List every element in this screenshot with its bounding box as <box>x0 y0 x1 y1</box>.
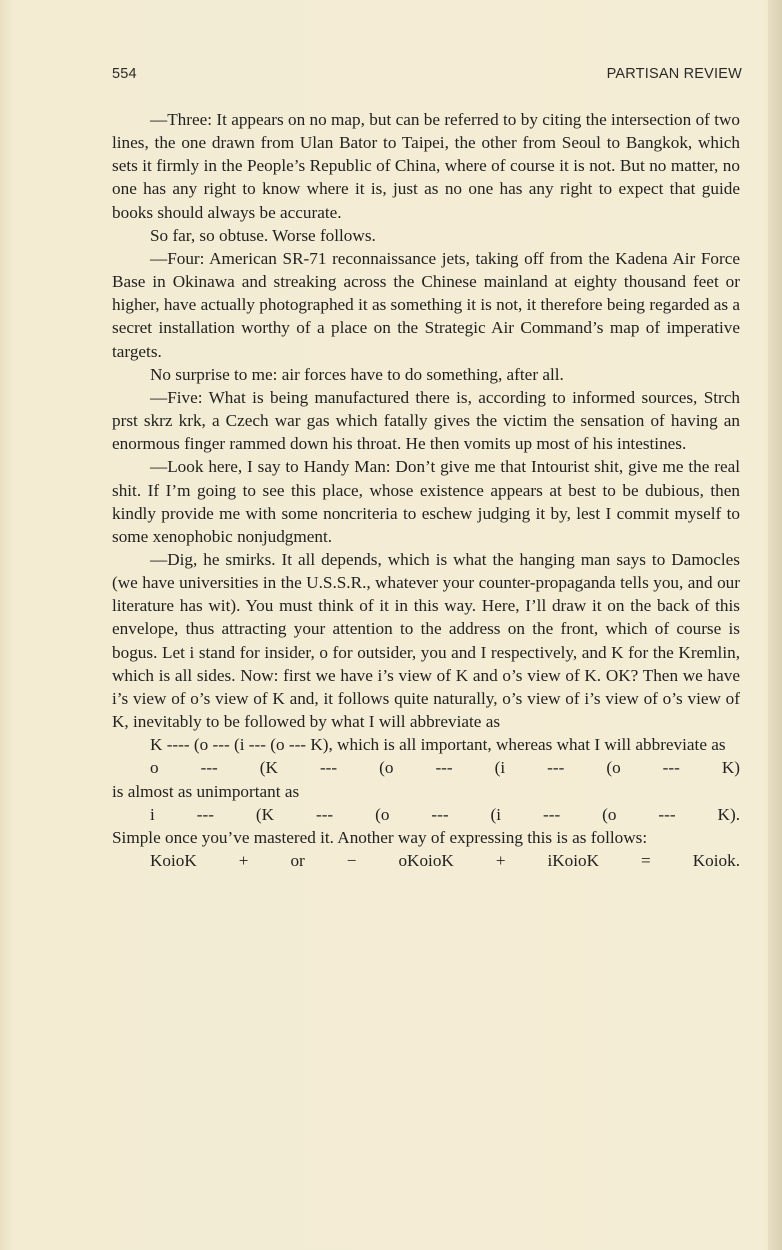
formula-koiok: KoioK + or − oKoioK + iKoioK = Koiok. <box>150 851 740 870</box>
formula-i: i --- (K --- (o --- (i --- (o --- K). <box>150 804 740 824</box>
paragraph-look-here: —Look here, I say to Handy Man: Don’t give me that Intourist shit, give me the real shit. If I’m going to see this place, whose existence appears at best to be dubious, then kindly provide me with some noncriteria to eschew judging it by, lest I commit myself to some xenophobic nonjudgment. <box>112 457 740 546</box>
formula-k: K ---- (o --- (i --- (o --- K), which is all important, whereas what I will abbreviate as <box>150 735 726 755</box>
paragraph-simple: Simple once you’ve mastered it. Another way of expressing this is as follows: <box>112 827 648 847</box>
paragraph-almost: is almost as unimportant as <box>112 781 300 801</box>
body-text <box>112 108 740 872</box>
paragraph-dig: —Dig, he smirks. It all depends, which is what the hanging man says to Damocles (we have universities in the U.S.S.R., whatever your counter-propaganda tells you, and our literature has wit). You must think of it in this way. Here, I’ll draw it on the back of this envelope, thus attracting your attention to the address on the front, which of course is bogus. Let i stand for insider, o for outsider, you and I respectively, and K for the Kremlin, which is all sides. Now: first we have i’s view of K and o’s view of K. OK? Then we have i’s view of o’s view of K and, it follows quite naturally, o’s view of i’s view of o’s view of K, inevitably to be followed by what I will abbreviate as <box>112 549 740 732</box>
paragraph-four: —Four: American SR-71 reconnaissance jets, taking off from the Kadena Air Force Base in Okinawa and streaking across the Chinese mainland at eighty thousand feet or higher, have actually photographed it as something it is not, it therefore being regarded as a secret installation worthy of a place on the Strategic Air Command’s map of imperative targets. <box>112 248 740 361</box>
paragraph-three: —Three: It appears on no map, but can be referred to by citing the intersection of two lines, the one drawn from Ulan Bator to Taipei, the other from Seoul to Bangkok, which sets it firmly in the People’s Republic of China, where of course it is not. But no matter, no one has any right to know where it is, just as no one has any right to expect that guide books should always be accurate. <box>112 110 740 222</box>
page-edge <box>768 0 782 1250</box>
paragraph-surprise: No surprise to me: air forces have to do something, after all. <box>150 364 564 384</box>
paragraph-five: —Five: What is being manufactured there is, according to informed sources, Strch prst skrz krk, a Czech war gas which fatally gives the victim the sensation of having an enormous finger rammed down his throat. He then vomits up most of his intestines. <box>112 387 740 454</box>
journal-title: PARTISAN REVIEW <box>606 66 742 82</box>
running-header <box>112 66 742 86</box>
page-number: 554 <box>112 66 137 82</box>
formula-o: o --- (K --- (o --- (i --- (o --- K) <box>150 758 740 778</box>
paragraph-obtuse: So far, so obtuse. Worse follows. <box>150 225 376 245</box>
